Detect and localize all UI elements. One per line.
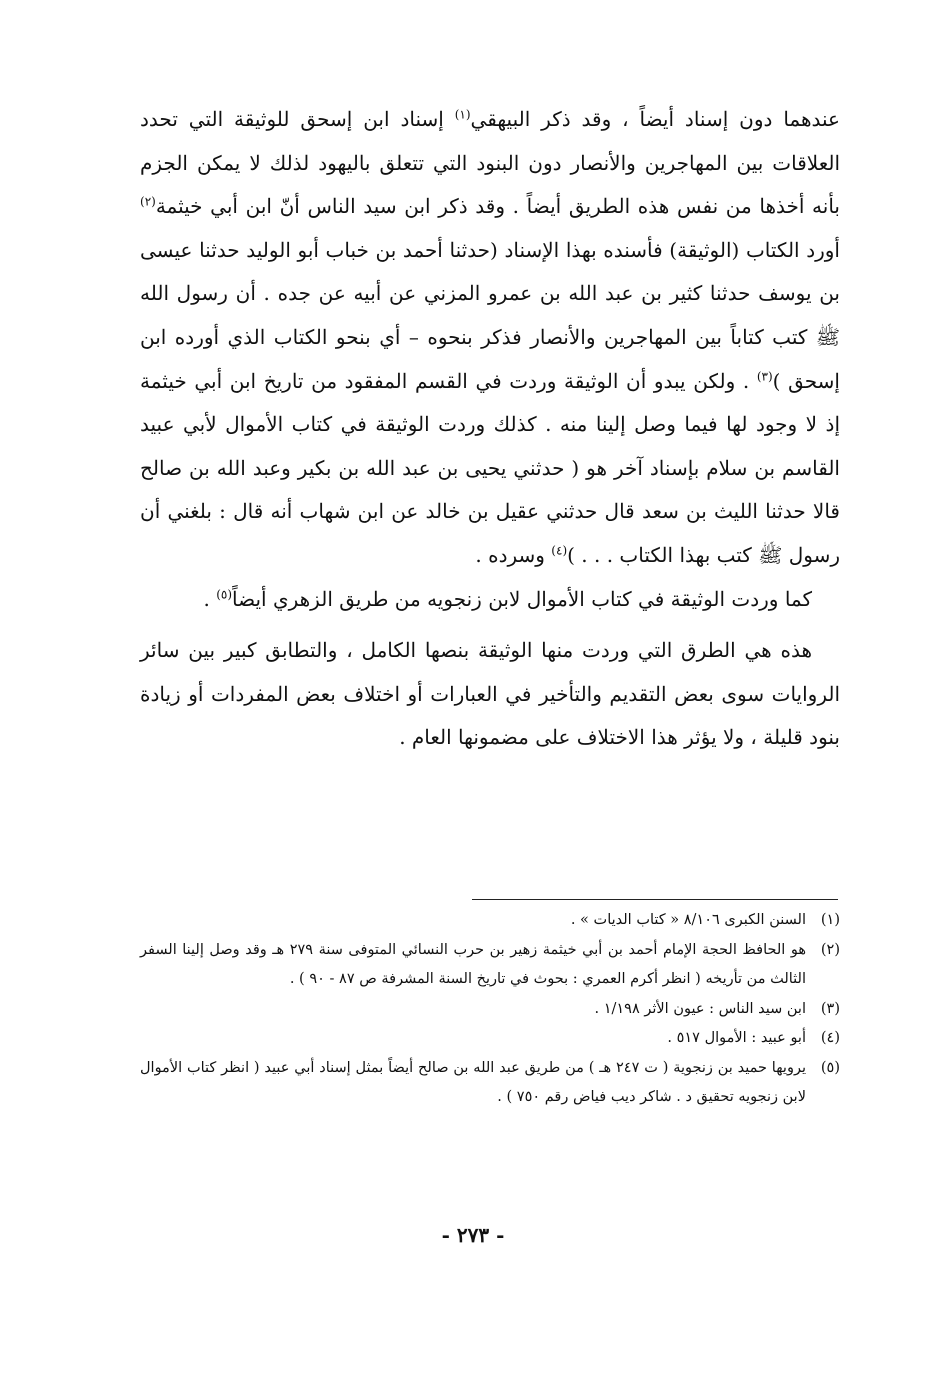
- paragraph-3: هذه هي الطرق التي وردت منها الوثيقة بنصها الكامل ، والتطابق كبير بين سائر الروايات سوى بعض التقديم والتأخير في العبارات أو اختلاف بعض المفردات أو زيادة بنود قليلة ، ولا يؤثر هذا الاختلاف على مضمونها العام .: [140, 638, 840, 750]
- footnotes: [140, 906, 840, 1113]
- paragraph-1: [140, 98, 840, 578]
- footnote-4: [140, 1024, 840, 1054]
- footnote-text: ابن سيد الناس : عيون الأثر ١/١٩٨ .: [594, 1000, 806, 1017]
- footnote-5: [140, 1054, 840, 1113]
- footnote-reference-5: (٥): [216, 586, 233, 601]
- paragraph-1-text: إسناد ابن إسحق للوثيقة التي تحدد العلاقات بين المهاجرين والأنصار دون البنود التي تتعلق باليهود لذلك لا يمكن الجزم بأنه أخذها من نفس هذه الطريق أيضاً . وقد ذكر ابن سيد الناس أنّ ابن أبي خيثمة: [140, 107, 840, 219]
- paragraph-2-text: كما وردت الوثيقة في كتاب الأموال لابن زنجويه من طريق الزهري أيضاً: [232, 586, 812, 611]
- footnote-reference-1: (١): [454, 107, 471, 122]
- footnote-text: يرويها حميد بن زنجوية ( ت ٢٤٧ هـ ) من طريق عبد الله بن صالح أيضاً بمثل إسناد أبي عبيد ( انظر كتاب الأموال لابن زنجويه تحقيق د . شاكر ديب فياض رقم ٧٥٠ ) .: [140, 1059, 806, 1105]
- footnote-3: [140, 995, 840, 1025]
- paragraph-2: [140, 578, 840, 622]
- footnote-text: هو الحافظ الحجة الإمام أحمد بن أبي خيثمة زهير بن حرب النسائي المتوفى سنة ٢٧٩ هـ وقد وصل إلينا السفر الثالث من تأريخه ( انظر أكرم العمري : بحوث في تاريخ السنة المشرفة ص ٨٧ - ٩٠ ) .: [140, 941, 806, 987]
- footnote-number: (٢): [820, 941, 840, 958]
- footnote-divider: [472, 899, 838, 900]
- footnote-number: (٥): [820, 1059, 840, 1076]
- footnote-reference-3: (٣): [756, 368, 773, 383]
- footnote-reference-4: (٤): [551, 543, 568, 558]
- paragraph-1-text: وسرده .: [475, 542, 552, 567]
- paragraph-2-text: .: [203, 586, 217, 611]
- footnote-number: (١): [820, 912, 840, 928]
- paragraph-1-text: عندهما دون إسناد أيضاً ، وقد ذكر البيهقي: [470, 107, 840, 131]
- footnote-number: (٤): [820, 1030, 840, 1046]
- footnote-2: [140, 936, 840, 995]
- paragraph-1-text: . ولكن يبدو أن الوثيقة وردت في القسم المفقود من تاريخ ابن أبي خيثمة إذ لا وجود لها فيما وصل إلينا منه . كذلك وردت الوثيقة في كتاب الأموال لأبي عبيد القاسم بن سلام بإسناد آخر هو ( حدثني يحيى بن عبد الله بن بكير وعبد الله بن صالح قالا حدثنا الليث بن سعد قال حدثني عقيل بن خالد عن ابن شهاب أنه قال : بلغني أن رسول ﷺ كتب بهذا الكتاب . . . ): [140, 368, 840, 567]
- main-text: [140, 98, 840, 760]
- footnote-number: (٣): [820, 1000, 840, 1017]
- footnote-reference-2: (٢): [140, 194, 156, 209]
- paragraph-1-text: أورد الكتاب (الوثيقة) فأسنده بهذا الإسناد (حدثنا أحمد بن خباب أبو الوليد حدثنا عيسى بن يوسف حدثنا كثير بن عبد الله بن عمرو المزني عن أبيه عن جده . أن رسول الله ﷺ كتب كتاباً بين المهاجرين والأنصار فذكر بنحوه – أي بنحو الكتاب الذي أورده ابن إسحق ): [140, 237, 840, 393]
- footnote-1: [140, 906, 840, 936]
- footnote-text: أبو عبيد : الأموال ٥١٧ .: [667, 1030, 806, 1046]
- page-number: - ٢٧٣ -: [441, 1223, 505, 1247]
- footnote-text: السنن الكبرى ٨/١٠٦ « كتاب الديات » .: [570, 912, 806, 928]
